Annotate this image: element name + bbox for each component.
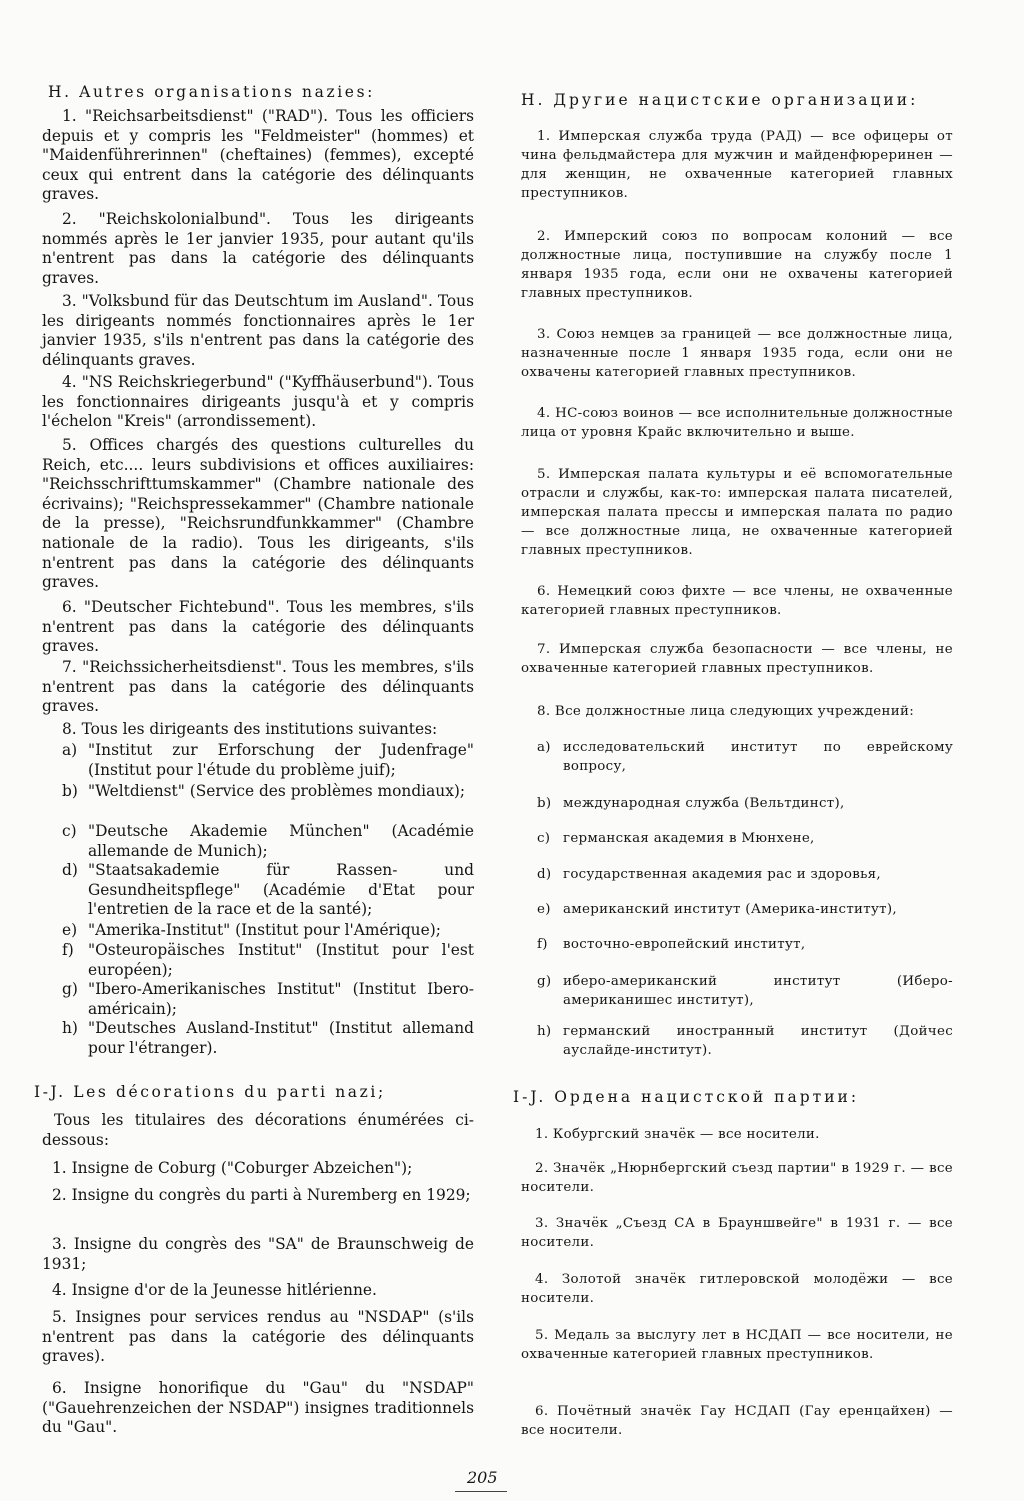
- ru-institution-label: h): [537, 1024, 552, 1039]
- ru-h-item-7: 7. Имперская служба безопасности — все члены, не охваченные категорией главных преступников.: [521, 642, 953, 676]
- ru-h-item-5: 5. Имперская палата культуры и её вспомогательные отрасли и службы, как-то: имперская палата писателей, имперская палата прессы и имперская палата по радио — все должностные лица, не охваченные категорией главных преступников.: [521, 467, 953, 558]
- ru-institution-f: [537, 935, 953, 954]
- ru-institution-label: a): [537, 740, 551, 755]
- fr-institution-f: [62, 941, 474, 980]
- fr-h-item-5: 5. Offices chargés des questions culturelles du Reich, etc.... leurs subdivisions et offices auxiliaires: "Reichsschrifttumskammer" (Chambre nationale des écrivains); "Reichspressekammer" (Chambre nationale de la presse), "Reichsrundfunkkammer" (Chambre nationale de la radio). Tous les dirigeants, s'ils n'entrent pas dans la catégorie des délinquants graves.: [42, 436, 474, 592]
- ru-h-item-2: 2. Имперский союз по вопросам колоний — все должностные лица, поступившие на службу после 1 января 1935 года, если они не охвачены категорией главных преступников.: [521, 229, 953, 301]
- fr-institution-label: h): [62, 1019, 78, 1037]
- fr-heading-ij: I-J. Les décorations du parti nazi;: [34, 1083, 386, 1101]
- fr-h-item-3: 3. "Volksbund für das Deutschtum im Ausland". Tous les dirigeants nommés fonctionnaires après le 1er janvier 1935, s'ils n'entrent pas dans la catégorie des délinquants graves.: [42, 292, 474, 369]
- ru-institution-label: f): [537, 937, 548, 952]
- fr-ij-item-3: 3. Insigne du congrès des "SA" de Braunschweig de 1931;: [42, 1235, 474, 1273]
- fr-institution-text: "Staatsakademie für Rassen- und Gesundheitspflege" (Académie d'Etat pour l'entretien de la race et de la santé);: [88, 861, 474, 919]
- ru-institution-text: иберо-американский институт (Иберо-американишес институт),: [563, 974, 953, 1008]
- ru-institution-label: g): [537, 974, 552, 989]
- ru-institution-d: [537, 865, 953, 884]
- fr-institution-g: [62, 980, 474, 1019]
- ru-ij-item-2: 2. Значёк „Нюрнбергский съезд партии" в 1929 г. — все носители.: [521, 1161, 953, 1195]
- fr-ij-intro: Tous les titulaires des décorations énumérées ci-dessous:: [42, 1111, 474, 1149]
- fr-ij-item-5: 5. Insignes pour services rendus au "NSDAP" (s'ils n'entrent pas dans la catégorie des délinquants graves).: [42, 1308, 474, 1366]
- fr-institution-text: "Deutsche Akademie München" (Académie allemande de Munich);: [88, 822, 474, 860]
- ru-ij-item-4: 4. Золотой значёк гитлеровской молодёжи — все носители.: [521, 1272, 953, 1306]
- fr-h-item-4: 4. "NS Reichskriegerbund" ("Kyffhäuserbund"). Tous les fonctionnaires dirigeants jusqu'à et y compris l'échelon "Kreis" (arrondissement).: [42, 373, 474, 431]
- ru-institution-h: [537, 1022, 953, 1060]
- fr-ij-item-6: 6. Insigne honorifique du "Gau" du "NSDAP" ("Gauehrenzeichen der NSDAP") insignes traditionnels du "Gau".: [42, 1379, 474, 1437]
- fr-ij-item-2: 2. Insigne du congrès du parti à Nuremberg en 1929;: [52, 1186, 471, 1204]
- ru-h-item-8: 8. Все должностные лица следующих учреждений:: [537, 704, 915, 719]
- fr-institution-b: [62, 782, 474, 802]
- fr-institution-label: e): [62, 921, 78, 939]
- page-number-rule: [455, 1491, 507, 1492]
- fr-institution-text: "Weltdienst" (Service des problèmes mondiaux);: [88, 782, 466, 800]
- ru-institution-g: [537, 972, 953, 1010]
- ru-institution-text: германский иностранный институт (Дойчес ауслайде-институт).: [563, 1024, 953, 1058]
- ru-institution-label: b): [537, 796, 552, 811]
- ru-heading-ij: I-J. Ордена нацистской партии:: [513, 1088, 860, 1106]
- fr-institution-label: d): [62, 861, 78, 879]
- fr-institution-text: "Amerika-Institut" (Institut pour l'Amérique);: [88, 921, 441, 939]
- fr-heading-h: H. Autres organisations nazies:: [48, 83, 375, 101]
- fr-institution-text: "Deutsches Ausland-Institut" (Institut allemand pour l'étranger).: [88, 1019, 474, 1057]
- fr-institution-h: [62, 1019, 474, 1058]
- page-number: 205: [467, 1468, 498, 1487]
- fr-institution-label: b): [62, 782, 78, 800]
- fr-institution-text: "Osteuropäisches Institut" (Institut pour l'est européen);: [88, 941, 474, 979]
- ru-h-item-3: 3. Союз немцев за границей — все должностные лица, назначенные после 1 января 1935 года, если они не охвачены категорией главных преступников.: [521, 327, 953, 380]
- fr-institution-e: [62, 921, 474, 941]
- fr-institution-text: "Ibero-Amerikanisches Institut" (Institut Ibero-américain);: [88, 980, 474, 1018]
- ru-institution-label: d): [537, 867, 552, 882]
- ru-ij-item-6: 6. Почётный значёк Гау НСДАП (Гау еренцайхен) — все носители.: [521, 1404, 953, 1438]
- fr-institution-a: [62, 741, 474, 780]
- ru-institution-text: исследовательский институт по еврейскому вопросу,: [563, 740, 953, 774]
- fr-institution-label: g): [62, 980, 78, 998]
- ru-institution-a: [537, 738, 953, 776]
- ru-h-item-1: 1. Имперская служба труда (РАД) — все офицеры от чина фельдмайстера для мужчин и майденфюреринен — для женщин, не охваченные категорией главных преступников.: [521, 129, 953, 201]
- fr-institution-d: [62, 861, 474, 920]
- ru-institution-e: [537, 900, 953, 919]
- fr-institution-label: c): [62, 822, 77, 840]
- ru-institution-text: американский институт (Америка-институт),: [563, 902, 897, 917]
- ru-institution-label: e): [537, 902, 551, 917]
- ru-institution-text: международная служба (Вельтдинст),: [563, 796, 845, 811]
- fr-institution-c: [62, 822, 474, 861]
- ru-institution-text: государственная академия рас и здоровья,: [563, 867, 881, 882]
- ru-institution-text: германская академия в Мюнхене,: [563, 831, 815, 846]
- fr-institution-label: f): [62, 941, 74, 959]
- ru-institution-c: [537, 829, 953, 848]
- fr-h-item-2: 2. "Reichskolonialbund". Tous les dirigeants nommés après le 1er janvier 1935, pour autant qu'ils n'entrent pas dans la catégorie des délinquants graves.: [42, 210, 474, 287]
- ru-ij-item-1: 1. Кобургский значёк — все носители.: [535, 1127, 820, 1142]
- fr-ij-item-1: 1. Insigne de Coburg ("Coburger Abzeichen");: [52, 1159, 413, 1177]
- fr-h-item-6: 6. "Deutscher Fichtebund". Tous les membres, s'ils n'entrent pas dans la catégorie des délinquants graves.: [42, 598, 474, 656]
- ru-institution-text: восточно-европейский институт,: [563, 937, 806, 952]
- fr-h-item-7: 7. "Reichssicherheitsdienst". Tous les membres, s'ils n'entrent pas dans la catégorie des délinquants graves.: [42, 658, 474, 716]
- fr-institution-text: "Institut zur Erforschung der Judenfrage" (Institut pour l'étude du problème juif);: [88, 741, 474, 779]
- fr-h-item-8: 8. Tous les dirigeants des institutions suivantes:: [62, 720, 438, 738]
- ru-h-item-4: 4. НС-союз воинов — все исполнительные должностные лица от уровня Крайс включительно и выше.: [521, 406, 953, 440]
- ru-ij-item-5: 5. Медаль за выслугу лет в НСДАП — все носители, не охваченные категорией главных преступников.: [521, 1328, 953, 1362]
- ru-institution-b: [537, 794, 953, 813]
- fr-h-item-1: 1. "Reichsarbeitsdienst" ("RAD"). Tous les officiers depuis et y compris les "Feldmeister" (hommes) et "Maidenführerinnen" (cheftaines) (femmes), excepté ceux qui entrent dans la catégorie des délinquants graves.: [42, 107, 474, 204]
- ru-heading-h: Н. Другие нацистские организации:: [521, 91, 919, 109]
- fr-ij-item-4: 4. Insigne d'or de la Jeunesse hitlérienne.: [52, 1281, 377, 1299]
- ru-ij-item-3: 3. Значёк „Съезд СА в Брауншвейге" в 1931 г. — все носители.: [521, 1216, 953, 1250]
- ru-h-item-6: 6. Немецкий союз фихте — все члены, не охваченные категорией главных преступников.: [521, 584, 953, 618]
- ru-institution-label: c): [537, 831, 551, 846]
- fr-institution-label: a): [62, 741, 78, 759]
